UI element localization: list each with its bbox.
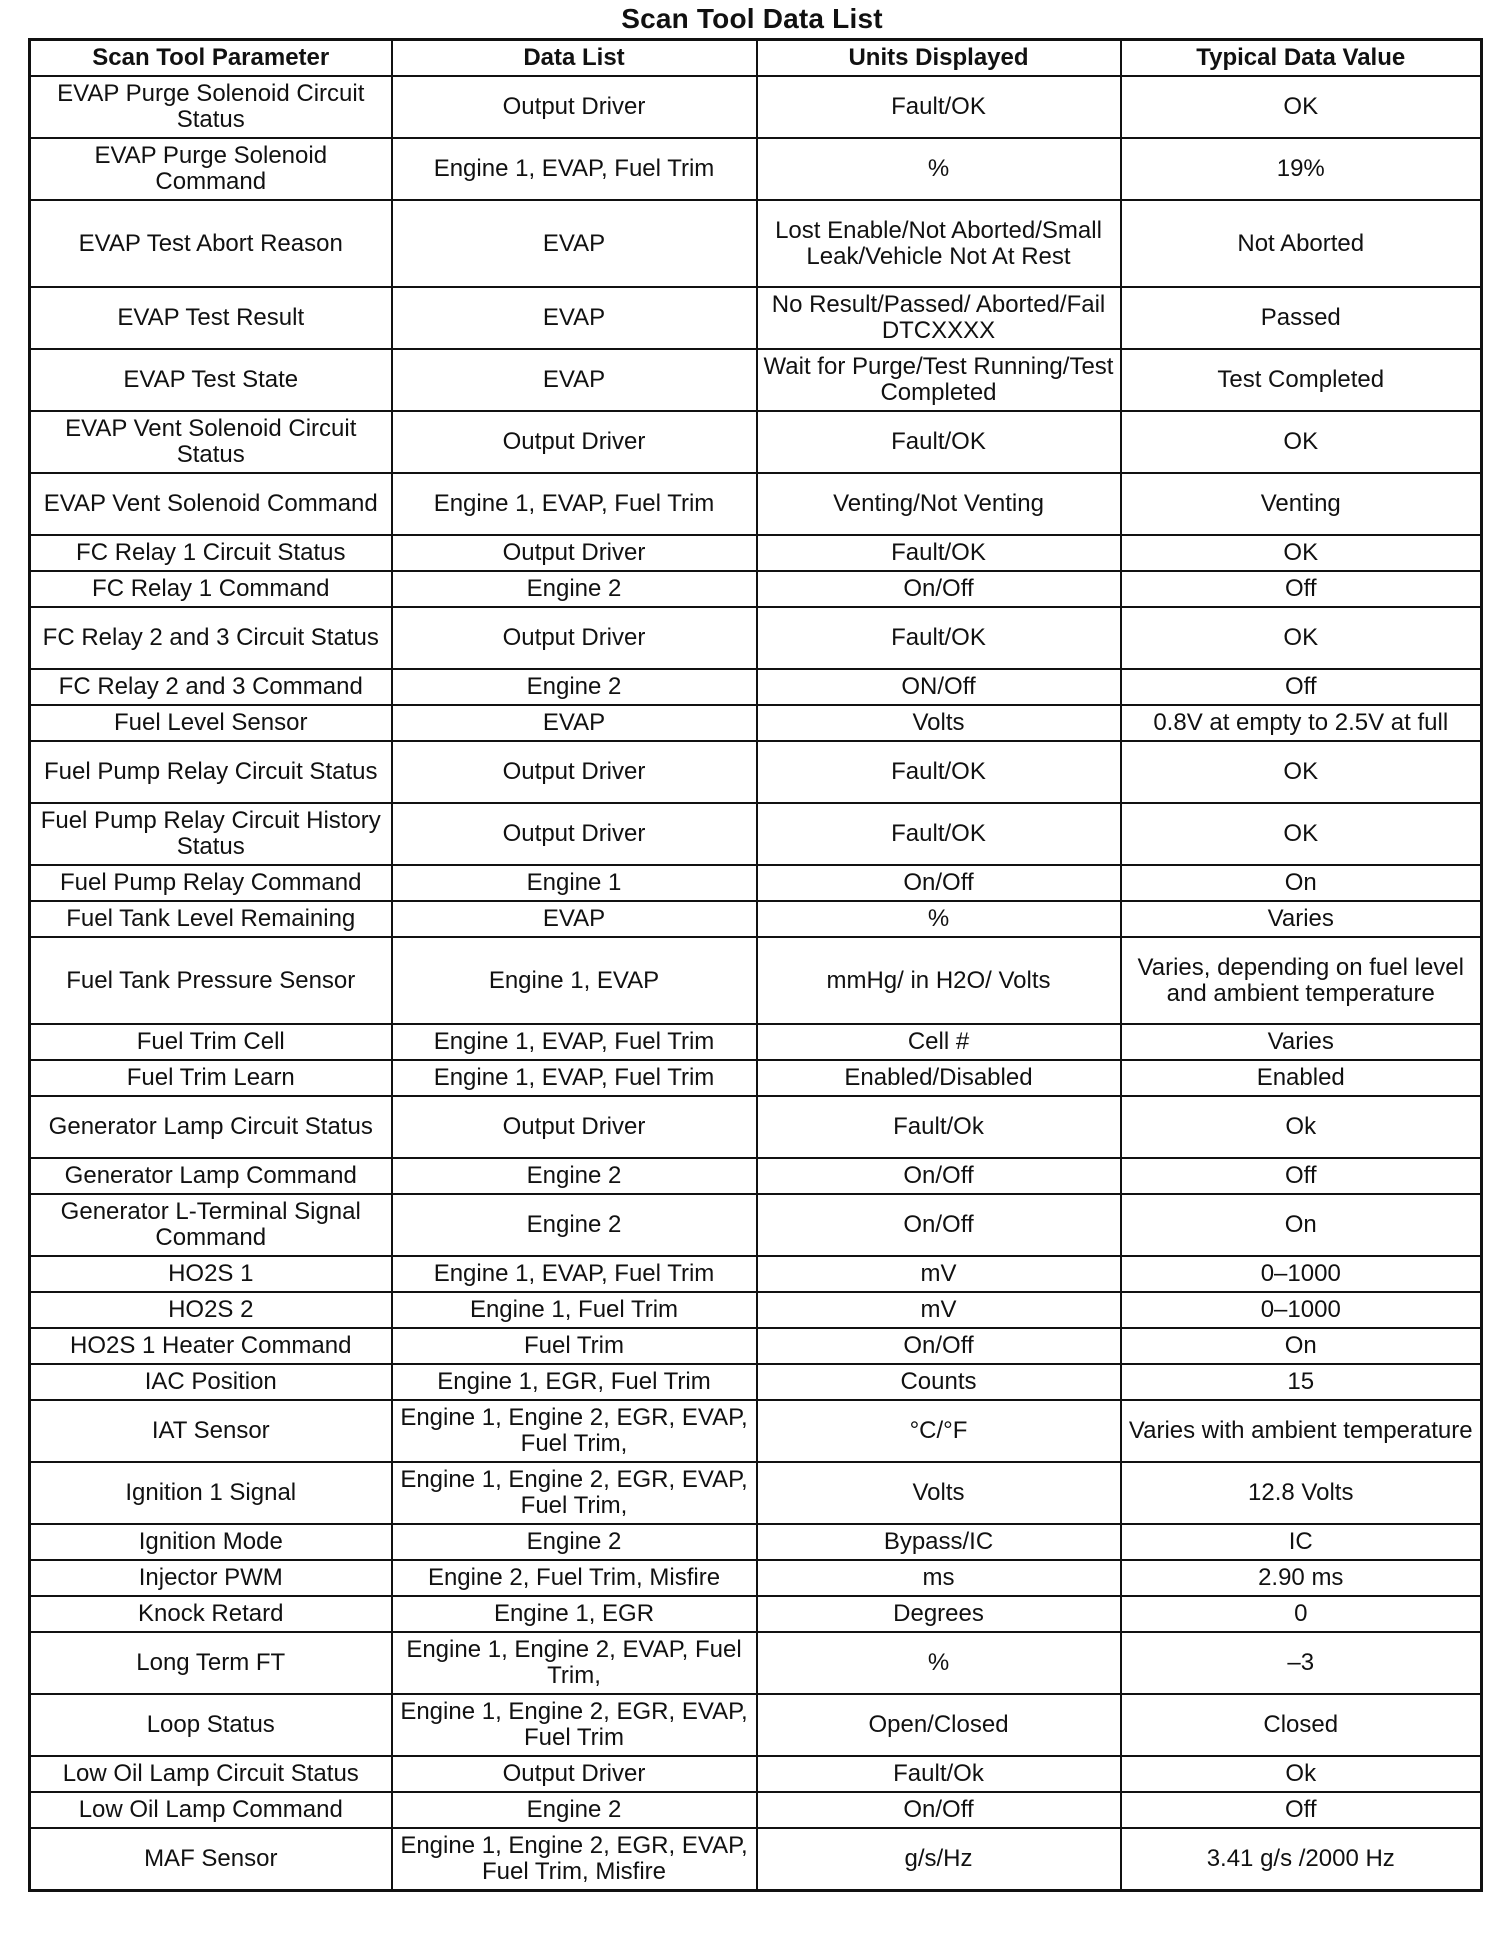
cell-data-list: Engine 2: [392, 1524, 757, 1560]
table-row: [30, 76, 1482, 138]
table-row: [30, 349, 1482, 411]
cell-parameter: Fuel Tank Level Remaining: [30, 901, 392, 937]
cell-parameter: Low Oil Lamp Command: [30, 1792, 392, 1828]
cell-parameter: FC Relay 1 Circuit Status: [30, 535, 392, 571]
cell-units: Volts: [757, 1462, 1121, 1524]
cell-parameter: Injector PWM: [30, 1560, 392, 1596]
cell-typical-value: 0–1000: [1121, 1256, 1482, 1292]
cell-typical-value: Varies with ambient temperature: [1121, 1400, 1482, 1462]
table-row: [30, 1828, 1482, 1891]
cell-units: On/Off: [757, 1792, 1121, 1828]
table-row: [30, 1060, 1482, 1096]
cell-units: Fault/OK: [757, 741, 1121, 803]
cell-data-list: Engine 2: [392, 1194, 757, 1256]
cell-units: No Result/Passed/ Aborted/Fail DTCXXXX: [757, 287, 1121, 349]
cell-parameter: Long Term FT: [30, 1632, 392, 1694]
cell-units: Fault/Ok: [757, 1096, 1121, 1158]
table-row: [30, 865, 1482, 901]
cell-data-list: Engine 2: [392, 571, 757, 607]
table-row: [30, 607, 1482, 669]
cell-data-list: Output Driver: [392, 803, 757, 865]
cell-data-list: Engine 1, Engine 2, EGR, EVAP, Fuel Trim, Misfire: [392, 1828, 757, 1891]
table-row: [30, 411, 1482, 473]
cell-units: Lost Enable/Not Aborted/Small Leak/Vehicle Not At Rest: [757, 200, 1121, 287]
cell-units: Volts: [757, 705, 1121, 741]
cell-data-list: Engine 2: [392, 1158, 757, 1194]
cell-units: Counts: [757, 1364, 1121, 1400]
cell-parameter: Ignition Mode: [30, 1524, 392, 1560]
cell-typical-value: Varies: [1121, 1024, 1482, 1060]
cell-typical-value: IC: [1121, 1524, 1482, 1560]
table-row: [30, 1632, 1482, 1694]
cell-parameter: EVAP Purge Solenoid Command: [30, 138, 392, 200]
table-row: [30, 1256, 1482, 1292]
cell-typical-value: Enabled: [1121, 1060, 1482, 1096]
cell-typical-value: OK: [1121, 411, 1482, 473]
cell-typical-value: OK: [1121, 76, 1482, 138]
table-row: [30, 741, 1482, 803]
page-title: Scan Tool Data List: [621, 3, 883, 34]
table-row: [30, 1756, 1482, 1792]
cell-units: Open/Closed: [757, 1694, 1121, 1756]
cell-typical-value: 3.41 g/s /2000 Hz: [1121, 1828, 1482, 1891]
cell-units: Fault/OK: [757, 411, 1121, 473]
cell-parameter: Loop Status: [30, 1694, 392, 1756]
cell-parameter: Generator L-Terminal Signal Command: [30, 1194, 392, 1256]
cell-data-list: Output Driver: [392, 535, 757, 571]
cell-parameter: HO2S 1 Heater Command: [30, 1328, 392, 1364]
column-header-data-list: Data List: [392, 40, 757, 77]
cell-typical-value: Test Completed: [1121, 349, 1482, 411]
cell-parameter: Ignition 1 Signal: [30, 1462, 392, 1524]
table-row: [30, 901, 1482, 937]
cell-data-list: Engine 2, Fuel Trim, Misfire: [392, 1560, 757, 1596]
cell-data-list: Output Driver: [392, 76, 757, 138]
cell-parameter: EVAP Purge Solenoid Circuit Status: [30, 76, 392, 138]
cell-data-list: Output Driver: [392, 607, 757, 669]
cell-typical-value: 0–1000: [1121, 1292, 1482, 1328]
cell-units: On/Off: [757, 1194, 1121, 1256]
cell-typical-value: 0: [1121, 1596, 1482, 1632]
table-row: [30, 1328, 1482, 1364]
cell-data-list: Engine 1, Engine 2, EGR, EVAP, Fuel Trim,: [392, 1462, 757, 1524]
cell-data-list: Output Driver: [392, 411, 757, 473]
cell-parameter: EVAP Test Abort Reason: [30, 200, 392, 287]
cell-typical-value: Varies: [1121, 901, 1482, 937]
cell-typical-value: On: [1121, 1194, 1482, 1256]
cell-typical-value: Venting: [1121, 473, 1482, 535]
cell-parameter: Generator Lamp Circuit Status: [30, 1096, 392, 1158]
cell-parameter: Low Oil Lamp Circuit Status: [30, 1756, 392, 1792]
cell-units: Degrees: [757, 1596, 1121, 1632]
cell-typical-value: 15: [1121, 1364, 1482, 1400]
cell-units: Wait for Purge/Test Running/Test Completed: [757, 349, 1121, 411]
cell-units: Enabled/Disabled: [757, 1060, 1121, 1096]
cell-units: g/s/Hz: [757, 1828, 1121, 1891]
cell-data-list: Engine 1, EVAP, Fuel Trim: [392, 473, 757, 535]
cell-units: ms: [757, 1560, 1121, 1596]
cell-parameter: Fuel Pump Relay Command: [30, 865, 392, 901]
cell-parameter: FC Relay 2 and 3 Circuit Status: [30, 607, 392, 669]
cell-data-list: Engine 1: [392, 865, 757, 901]
cell-typical-value: Off: [1121, 1158, 1482, 1194]
cell-data-list: EVAP: [392, 705, 757, 741]
table-row: [30, 535, 1482, 571]
cell-units: Fault/OK: [757, 607, 1121, 669]
cell-typical-value: On: [1121, 865, 1482, 901]
cell-units: Fault/OK: [757, 76, 1121, 138]
cell-units: On/Off: [757, 865, 1121, 901]
cell-typical-value: Off: [1121, 571, 1482, 607]
table-row: [30, 571, 1482, 607]
cell-units: Cell #: [757, 1024, 1121, 1060]
table-row: [30, 1024, 1482, 1060]
cell-data-list: Engine 1, EVAP, Fuel Trim: [392, 1060, 757, 1096]
table-row: [30, 1792, 1482, 1828]
cell-units: mV: [757, 1256, 1121, 1292]
cell-data-list: Engine 1, EVAP, Fuel Trim: [392, 138, 757, 200]
cell-typical-value: Off: [1121, 669, 1482, 705]
cell-typical-value: 2.90 ms: [1121, 1560, 1482, 1596]
table-row: [30, 1194, 1482, 1256]
cell-parameter: Fuel Tank Pressure Sensor: [30, 937, 392, 1024]
cell-parameter: Fuel Level Sensor: [30, 705, 392, 741]
table-row: [30, 1096, 1482, 1158]
cell-typical-value: Varies, depending on fuel level and ambient temperature: [1121, 937, 1482, 1024]
cell-units: On/Off: [757, 1158, 1121, 1194]
cell-typical-value: 12.8 Volts: [1121, 1462, 1482, 1524]
cell-units: Bypass/IC: [757, 1524, 1121, 1560]
table-row: [30, 473, 1482, 535]
cell-parameter: Fuel Trim Cell: [30, 1024, 392, 1060]
cell-data-list: Engine 1, EVAP, Fuel Trim: [392, 1024, 757, 1060]
cell-data-list: Output Driver: [392, 741, 757, 803]
table-row: [30, 1364, 1482, 1400]
cell-parameter: EVAP Test Result: [30, 287, 392, 349]
cell-parameter: MAF Sensor: [30, 1828, 392, 1891]
cell-parameter: EVAP Vent Solenoid Circuit Status: [30, 411, 392, 473]
cell-typical-value: Not Aborted: [1121, 200, 1482, 287]
cell-typical-value: –3: [1121, 1632, 1482, 1694]
cell-typical-value: Closed: [1121, 1694, 1482, 1756]
cell-typical-value: Ok: [1121, 1756, 1482, 1792]
cell-data-list: Engine 1, Engine 2, EGR, EVAP, Fuel Trim: [392, 1694, 757, 1756]
cell-data-list: Output Driver: [392, 1756, 757, 1792]
cell-data-list: Engine 1, EGR, Fuel Trim: [392, 1364, 757, 1400]
cell-typical-value: OK: [1121, 535, 1482, 571]
table-row: [30, 803, 1482, 865]
table-row: [30, 1524, 1482, 1560]
cell-data-list: EVAP: [392, 901, 757, 937]
table-row: [30, 138, 1482, 200]
table-row: [30, 937, 1482, 1024]
table-row: [30, 1158, 1482, 1194]
cell-units: Fault/OK: [757, 803, 1121, 865]
cell-typical-value: OK: [1121, 741, 1482, 803]
cell-parameter: HO2S 2: [30, 1292, 392, 1328]
cell-data-list: Fuel Trim: [392, 1328, 757, 1364]
table-row: [30, 1596, 1482, 1632]
table-row: [30, 1462, 1482, 1524]
cell-units: mmHg/ in H2O/ Volts: [757, 937, 1121, 1024]
cell-units: On/Off: [757, 1328, 1121, 1364]
cell-units: Fault/Ok: [757, 1756, 1121, 1792]
scan-tool-data-table: [28, 38, 1483, 1892]
cell-parameter: FC Relay 2 and 3 Command: [30, 669, 392, 705]
header-row: [30, 40, 1482, 77]
cell-data-list: Engine 1, Engine 2, EVAP, Fuel Trim,: [392, 1632, 757, 1694]
cell-units: %: [757, 1632, 1121, 1694]
cell-parameter: HO2S 1: [30, 1256, 392, 1292]
column-header-units-displayed: Units Displayed: [757, 40, 1121, 77]
table-row: [30, 705, 1482, 741]
cell-units: Venting/Not Venting: [757, 473, 1121, 535]
table-row: [30, 1400, 1482, 1462]
cell-data-list: Engine 1, EGR: [392, 1596, 757, 1632]
table-row: [30, 287, 1482, 349]
column-header-scan-tool-parameter: Scan Tool Parameter: [30, 40, 392, 77]
cell-parameter: Fuel Pump Relay Circuit History Status: [30, 803, 392, 865]
cell-typical-value: OK: [1121, 607, 1482, 669]
cell-data-list: EVAP: [392, 349, 757, 411]
cell-units: mV: [757, 1292, 1121, 1328]
cell-data-list: EVAP: [392, 200, 757, 287]
cell-data-list: Engine 1, EVAP: [392, 937, 757, 1024]
cell-parameter: FC Relay 1 Command: [30, 571, 392, 607]
cell-parameter: Fuel Trim Learn: [30, 1060, 392, 1096]
table-body: [30, 76, 1482, 1891]
cell-parameter: Knock Retard: [30, 1596, 392, 1632]
cell-parameter: EVAP Vent Solenoid Command: [30, 473, 392, 535]
cell-units: ON/Off: [757, 669, 1121, 705]
cell-parameter: EVAP Test State: [30, 349, 392, 411]
cell-data-list: Engine 1, Fuel Trim: [392, 1292, 757, 1328]
cell-data-list: EVAP: [392, 287, 757, 349]
cell-data-list: Engine 1, EVAP, Fuel Trim: [392, 1256, 757, 1292]
cell-data-list: Engine 2: [392, 1792, 757, 1828]
cell-parameter: Generator Lamp Command: [30, 1158, 392, 1194]
cell-units: %: [757, 138, 1121, 200]
cell-data-list: Engine 2: [392, 669, 757, 705]
cell-typical-value: On: [1121, 1328, 1482, 1364]
cell-data-list: Output Driver: [392, 1096, 757, 1158]
cell-typical-value: Ok: [1121, 1096, 1482, 1158]
table-row: [30, 200, 1482, 287]
cell-units: %: [757, 901, 1121, 937]
table-row: [30, 1292, 1482, 1328]
table-row: [30, 1560, 1482, 1596]
cell-parameter: IAC Position: [30, 1364, 392, 1400]
cell-units: On/Off: [757, 571, 1121, 607]
cell-typical-value: Off: [1121, 1792, 1482, 1828]
cell-parameter: Fuel Pump Relay Circuit Status: [30, 741, 392, 803]
cell-typical-value: OK: [1121, 803, 1482, 865]
cell-units: °C/°F: [757, 1400, 1121, 1462]
cell-typical-value: 19%: [1121, 138, 1482, 200]
cell-typical-value: 0.8V at empty to 2.5V at full: [1121, 705, 1482, 741]
table-row: [30, 1694, 1482, 1756]
cell-data-list: Engine 1, Engine 2, EGR, EVAP, Fuel Trim,: [392, 1400, 757, 1462]
table-row: [30, 669, 1482, 705]
cell-units: Fault/OK: [757, 535, 1121, 571]
column-header-typical-data-value: Typical Data Value: [1121, 40, 1482, 77]
cell-typical-value: Passed: [1121, 287, 1482, 349]
cell-parameter: IAT Sensor: [30, 1400, 392, 1462]
